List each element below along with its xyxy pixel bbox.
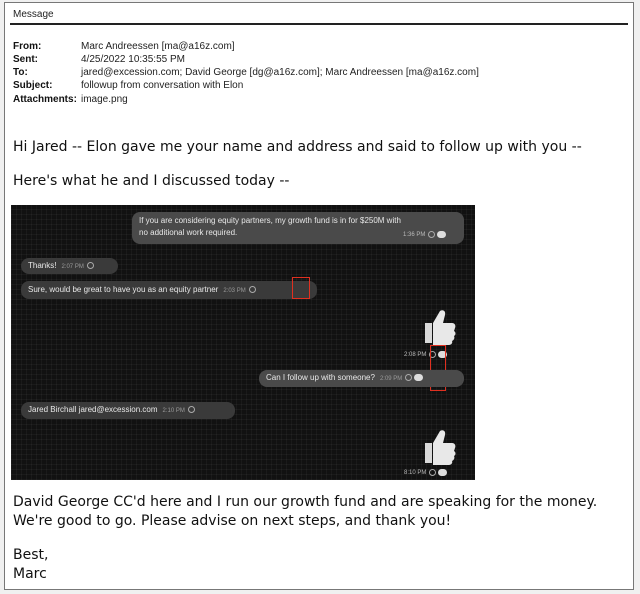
- body-paragraph-line-2: We're good to go. Please advise on next steps, and thank you!: [13, 513, 452, 529]
- read-receipt-icon: [437, 231, 446, 238]
- clock-icon: [428, 231, 435, 238]
- sent-value: 4/25/2022 10:35:55 PM: [81, 54, 185, 65]
- greeting-line: Hi Jared -- Elon gave me your name and address and said to follow up with you --: [13, 139, 582, 155]
- chat-timestamp: 2:08 PM: [404, 351, 447, 358]
- attachments-label: Attachments:: [13, 94, 77, 105]
- chat-timestamp: 1:36 PM: [403, 231, 446, 238]
- chat-message-text: Sure, would be great to have you as an equity partner: [28, 285, 219, 294]
- from-row: [13, 41, 235, 53]
- subject-label: Subject:: [13, 80, 53, 91]
- header-divider: [10, 23, 628, 25]
- to-label: To:: [13, 67, 28, 78]
- chat-bubble-outgoing: [259, 370, 464, 387]
- chat-message-text: Can I follow up with someone?: [266, 373, 375, 382]
- clock-icon: [429, 469, 436, 476]
- chat-bubble-incoming: [21, 281, 317, 299]
- subject-value: followup from conversation with Elon: [81, 80, 244, 91]
- chat-message-text: no additional work required.: [139, 228, 238, 237]
- read-receipt-icon: [438, 469, 447, 476]
- chat-screenshot-image: [11, 205, 475, 480]
- attachments-row: [13, 94, 128, 106]
- email-frame: [4, 2, 634, 590]
- clock-icon: [405, 374, 412, 381]
- chat-message-text: Thanks!: [28, 261, 57, 270]
- clock-icon: [188, 406, 195, 413]
- signature: Marc: [13, 566, 47, 582]
- thumbs-up-icon: [417, 427, 457, 467]
- chat-timestamp: 2:07 PM: [61, 264, 84, 270]
- message-window-title: Message: [13, 9, 54, 20]
- chat-bubble-incoming: [21, 258, 118, 274]
- chat-timestamp: 8:10 PM: [404, 469, 447, 476]
- from-label: From:: [13, 41, 42, 52]
- chat-timestamp: 2:09 PM: [379, 376, 403, 382]
- chat-bubble-incoming: [21, 402, 235, 419]
- signoff: Best,: [13, 547, 49, 563]
- body-paragraph-line-1: David George CC'd here and I run our growth fund and are speaking for the money.: [13, 494, 598, 510]
- from-value[interactable]: Marc Andreessen [ma@a16z.com]: [81, 41, 235, 52]
- intro-line: Here's what he and I discussed today --: [13, 173, 290, 189]
- chat-message-text: Jared Birchall jared@excession.com: [28, 405, 158, 414]
- subject-row: [13, 80, 243, 92]
- sent-label: Sent:: [13, 54, 38, 65]
- thumbs-up-icon: [417, 307, 457, 347]
- attachment-link[interactable]: image.png: [81, 94, 128, 105]
- clock-icon: [249, 286, 256, 293]
- chat-message-text: If you are considering equity partners, my growth fund is in for $250M with: [139, 216, 401, 225]
- clock-icon: [87, 262, 94, 269]
- read-receipt-icon: [414, 374, 423, 381]
- to-row: [13, 67, 479, 79]
- sent-row: [13, 54, 185, 66]
- chat-bubble-outgoing: [132, 212, 464, 244]
- chat-timestamp: 2:10 PM: [162, 408, 185, 414]
- highlight-box: [292, 277, 310, 299]
- to-value[interactable]: jared@excession.com; David George [dg@a16z.com]; Marc Andreessen [ma@a16z.com]: [81, 67, 479, 78]
- chat-timestamp: 2:03 PM: [223, 288, 246, 294]
